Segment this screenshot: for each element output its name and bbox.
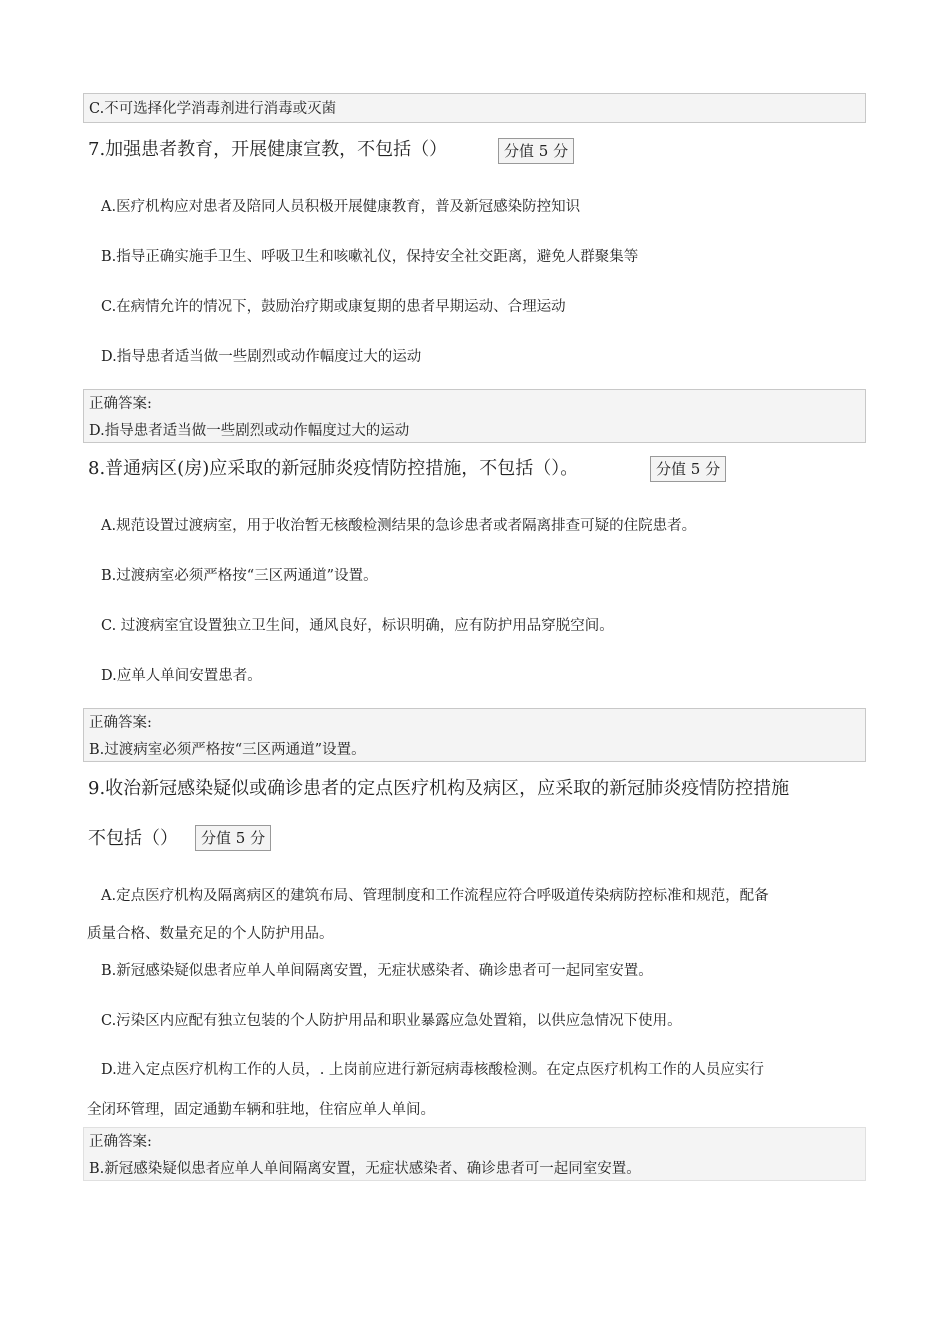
question-9-option-d-cont: 全闭环管理，固定通勤车辆和驻地，住宿应单人单间。 [87, 1102, 435, 1118]
answer-label: 正确答案: [89, 396, 152, 412]
question-9-score-badge: 分值 5 分 [195, 825, 271, 851]
question-9-option-a-cont: 质量合格、数量充足的个人防护用品。 [87, 926, 334, 942]
question-8-option-d: D.应单人单间安置患者。 [101, 668, 262, 684]
answer-text: B.新冠感染疑似患者应单人单间隔离安置，无症状感染者、确诊患者可一起同室安置。 [89, 1161, 641, 1177]
answer-label: 正确答案: [89, 1134, 152, 1150]
answer-text: D.指导患者适当做一些剧烈或动作幅度过大的运动 [89, 423, 410, 439]
question-8-option-a: A.规范设置过渡病室，用于收治暂无核酸检测结果的急诊患者或者隔离排查可疑的住院患者。 [101, 518, 697, 534]
question-8-option-b: B.过渡病室必须严格按“三区两通道”设置。 [101, 568, 378, 584]
question-9-option-c: C.污染区内应配有独立包装的个人防护用品和职业暴露应急处置箱，以供应急情况下使用。 [101, 1013, 682, 1029]
question-7-title: 7.加强患者教育，开展健康宣教，不包括（） [88, 139, 448, 160]
question-9-title-line2: 不包括（） [88, 828, 178, 849]
question-7-option-c: C.在病情允许的情况下，鼓励治疗期或康复期的患者早期运动、合理运动 [101, 299, 566, 315]
answer-box-prev [83, 93, 866, 123]
question-9-option-b: B.新冠感染疑似患者应单人单间隔离安置，无症状感染者、确诊患者可一起同室安置。 [101, 963, 653, 979]
question-7-score-badge: 分值 5 分 [498, 138, 574, 164]
question-8-option-c: C. 过渡病室宜设置独立卫生间，通风良好，标识明确，应有防护用品穿脱空间。 [101, 618, 614, 634]
answer-label: 正确答案: [89, 715, 152, 731]
question-7-option-d: D.指导患者适当做一些剧烈或动作幅度过大的运动 [101, 349, 422, 365]
answer-text: B.过渡病室必须严格按“三区两通道”设置。 [89, 742, 366, 758]
answer-text: C.不可选择化学消毒剂进行消毒或灭菌 [89, 101, 337, 117]
question-9-answer-box [83, 1127, 866, 1181]
question-8-title: 8.普通病区(房)应采取的新冠肺炎疫情防控措施，不包括（）。 [88, 458, 579, 479]
question-9-title-line1: 9.收治新冠感染疑似或确诊患者的定点医疗机构及病区，应采取的新冠肺炎疫情防控措施 [88, 778, 790, 799]
question-8-answer-box [83, 708, 866, 762]
question-7-answer-box [83, 389, 866, 443]
question-8-score-badge: 分值 5 分 [650, 456, 726, 482]
question-9-option-d: D.进入定点医疗机构工作的人员，. 上岗前应进行新冠病毒核酸检测。在定点医疗机构工作的人员应实行 [101, 1062, 764, 1078]
question-7-option-b: B.指导正确实施手卫生、呼吸卫生和咳嗽礼仪，保持安全社交距离，避免人群聚集等 [101, 249, 639, 265]
question-7-option-a: A.医疗机构应对患者及陪同人员积极开展健康教育，普及新冠感染防控知识 [101, 199, 581, 215]
question-9-option-a: A.定点医疗机构及隔离病区的建筑布局、管理制度和工作流程应符合呼吸道传染病防控标准和规范，配备 [101, 888, 769, 904]
